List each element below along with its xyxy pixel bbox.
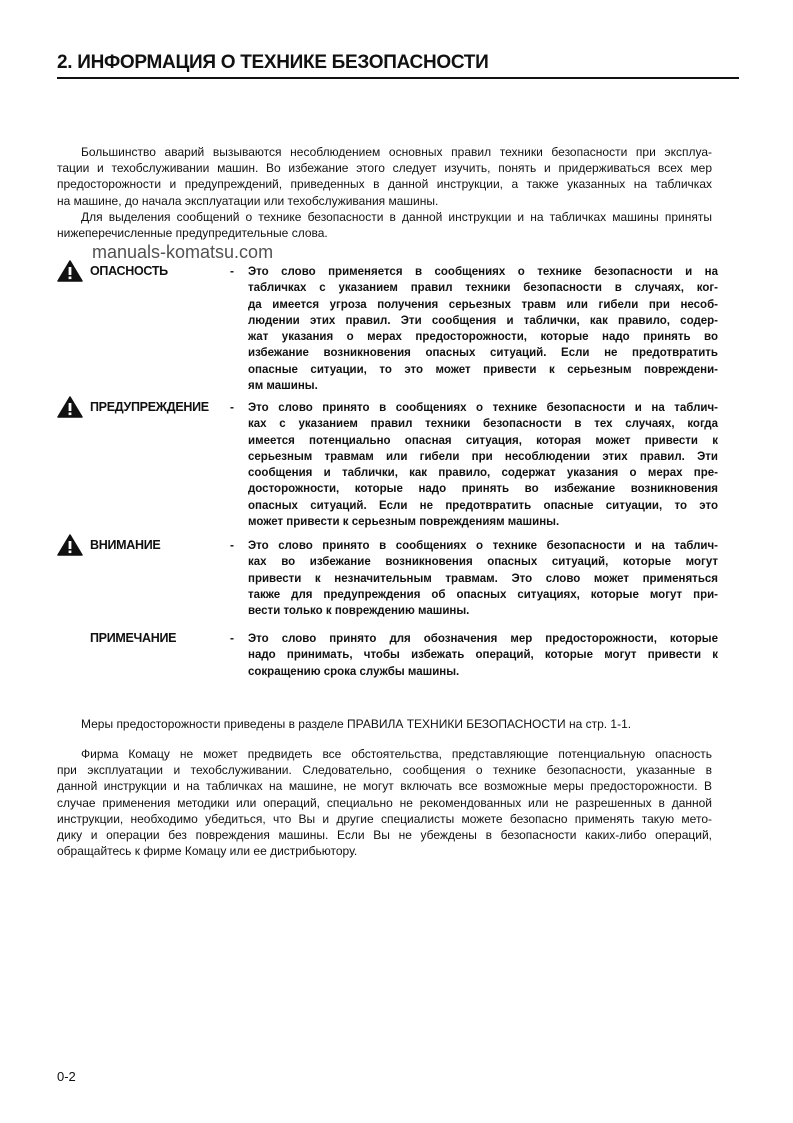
warning-triangle-icon (57, 260, 83, 282)
warning-block (57, 538, 719, 618)
warning-text (248, 400, 718, 530)
warning-label: ОПАСНОСТЬ (90, 264, 168, 278)
closing-paragraph (57, 746, 712, 859)
text-line: на машине, до начала эксплуатации или техобслуживания машины. (57, 193, 439, 208)
text-line: Это слово принято в сообщениях о технике безопасности и на таблич- (248, 402, 718, 414)
warning-label: ПРИМЕЧАНИЕ (90, 631, 177, 645)
page-title: 2. ИНФОРМАЦИЯ О ТЕХНИКЕ БЕЗОПАСНОСТИ (57, 52, 489, 73)
warning-triangle-icon (57, 396, 83, 418)
reference-paragraph (57, 716, 712, 732)
text-line: привести к незначительным травмам. Это слово может применяться (248, 572, 718, 585)
text-line: надо принимать, чтобы избежать операций, которые могут привести к (248, 649, 718, 662)
warning-triangle-icon (57, 534, 83, 556)
text-line: Меры предосторожности приведены в разделе ПРАВИЛА ТЕХНИКИ БЕЗОПАСНОСТИ на стр. 1-1. (81, 717, 632, 731)
text-line: нижеперечисленные предупредительные слова. (57, 226, 328, 241)
text-line: Большинство аварий вызываются несоблюдением основных правил техники безопасности при эксплуа- (81, 145, 712, 159)
text-line: ках с указанием правил техники безопасности в тех случаях, когда (248, 418, 718, 431)
text-line: данной инструкции и на табличках на машине, не могут включать все возможные меры предосторожности. В (57, 779, 712, 794)
text-line: ям машины. (248, 380, 318, 393)
text-line: случае применения методики или операций, специально не рекомендованных или не разрешенных в данной (57, 795, 712, 810)
text-line: Это слово принято для обозначения мер предосторожности, которые (248, 633, 718, 645)
text-line: опасные ситуации, то это может привести к серьезным повреждени- (248, 363, 718, 376)
text-line: людении этих правил. Эти сообщения и таблички, как правило, содер- (248, 314, 718, 327)
warning-label: ПРЕДУПРЕЖДЕНИЕ (90, 400, 209, 414)
text-line: опасных ситуаций. Если не предотвратить опасные ситуации, то это (248, 499, 718, 512)
warning-dash: - (230, 264, 234, 278)
text-line: Для выделения сообщений о технике безопасности в данной инструкции и на табличках машины приняты (81, 209, 712, 224)
warning-text (248, 631, 718, 680)
text-line: при эксплуатации и техобслуживании. Следовательно, сообщения о технике безопасности, указанные в (57, 763, 712, 778)
warning-dash: - (230, 538, 234, 552)
title-underline (57, 77, 739, 79)
text-line: табличках с указанием правил техники безопасности в случаях, ког- (248, 282, 718, 295)
page-number: 0-2 (57, 1069, 76, 1084)
text-line: имеется потенциально опасная ситуация, которая может привести к (248, 434, 718, 447)
text-line: серьезным травмам или гибели при несоблюдении этих правил. Эти (248, 450, 718, 463)
text-line: сообщения и таблички, как правило, содержат указания о мерах пре- (248, 467, 718, 480)
warning-dash: - (230, 400, 234, 414)
text-line: обращайтесь к фирме Комацу или ее дистрибьютору. (57, 844, 358, 859)
text-line: жат указания о мерах предосторожности, которые надо принять во (248, 331, 718, 344)
warning-label: ВНИМАНИЕ (90, 538, 161, 552)
text-line: тации и техобслуживании машин. Во избежание этого следует изучить, понять и придерживаться всех мер (57, 161, 712, 176)
text-line: также для предупреждения об опасных ситуациях, которые могут при- (248, 588, 718, 601)
warning-block (57, 631, 719, 678)
text-line: вести только к повреждению машины. (248, 605, 470, 618)
text-line: Фирма Комацу не может предвидеть все обстоятельства, представляющие потенциальную опасность (81, 747, 712, 761)
text-line: ках во избежание возникновения опасных ситуаций, которые могут (248, 556, 718, 569)
text-line: Это слово принято в сообщениях о технике безопасности и на таблич- (248, 540, 718, 552)
text-line: досторожности, которые надо принять во избежание возникновения (248, 483, 718, 496)
text-line: Это слово применяется в сообщениях о технике безопасности и на (248, 266, 718, 278)
text-line: предосторожности и предупреждений, приведенных в данной инструкции, а также указанных на табличках (57, 177, 712, 192)
warning-block (57, 400, 719, 529)
intro-paragraph (57, 144, 712, 241)
warning-text (248, 264, 718, 394)
watermark: manuals-komatsu.com (92, 242, 274, 262)
text-line: да имеется угроза получения серьезных травм или гибели при несоб- (248, 298, 718, 311)
warning-text (248, 538, 718, 619)
warning-block (57, 264, 719, 393)
text-line: сокращению срока службы машины. (248, 665, 460, 678)
warning-dash: - (230, 631, 234, 645)
text-line: избежание возникновения опасных ситуаций. Если не предотвратить (248, 347, 718, 360)
text-line: инструкции, необходимо убедиться, что Вы и другие специалисты можете безопасно применять такую мето- (57, 811, 712, 826)
text-line: дику и операции без повреждения машины. Если Вы не убеждены в безопасности каких-либо операций, (57, 828, 712, 843)
text-line: может привести к серьезным повреждениям машины. (248, 516, 560, 529)
